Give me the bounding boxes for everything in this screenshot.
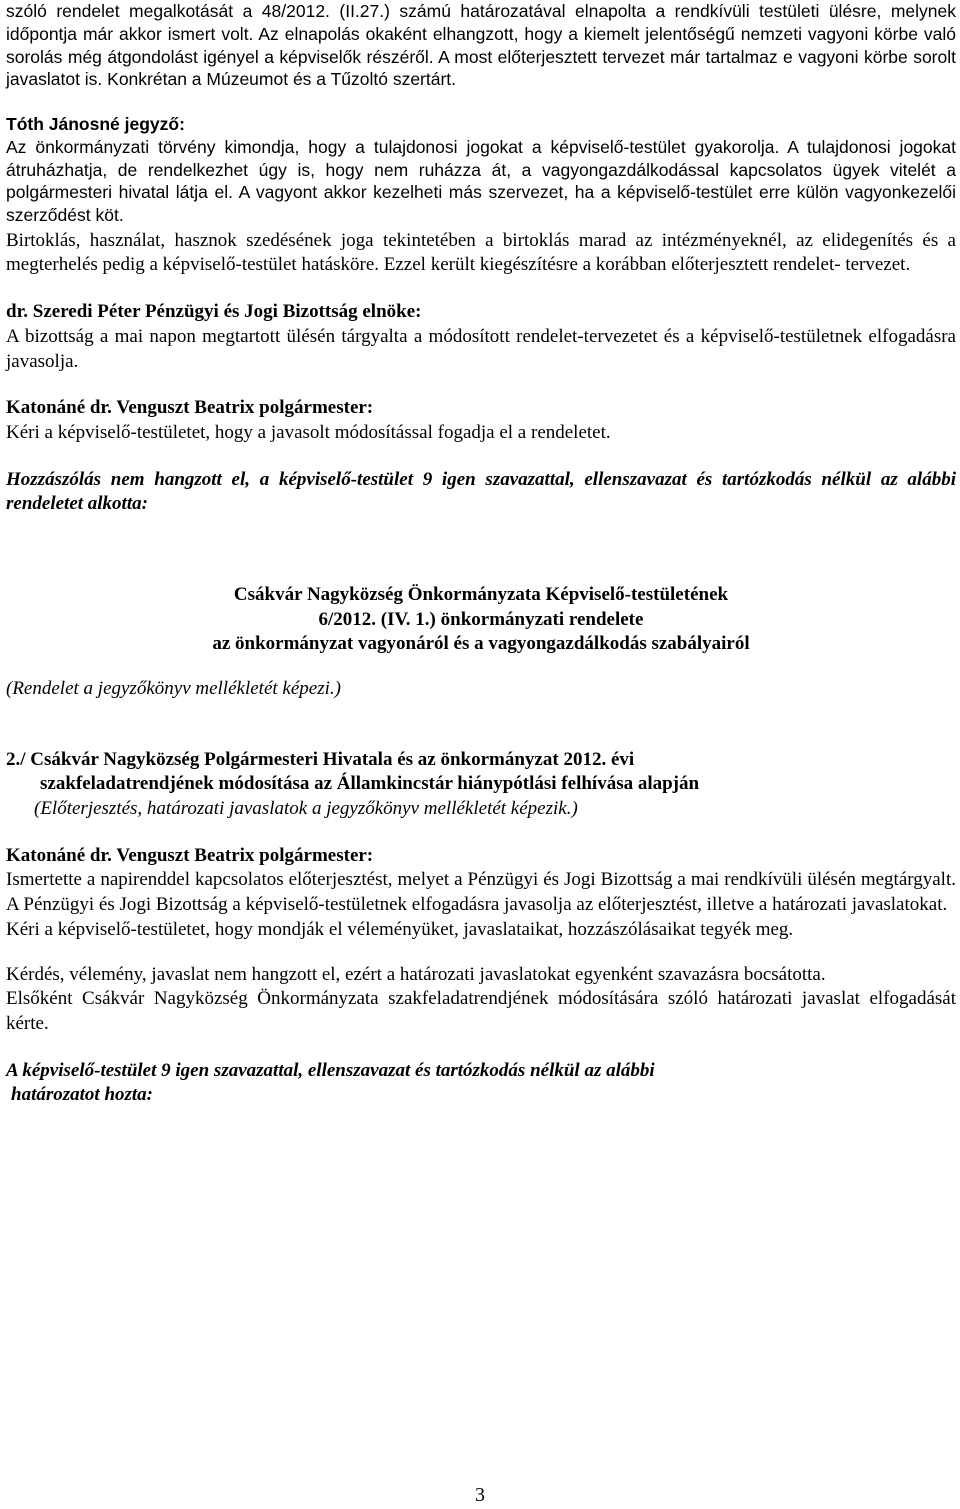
toth-paragraph-2: Birtoklás, használat, hasznok szedésének joga tekintetében a birtoklás marad az intézményeknél, az elidegenítés és a megterhelés pedig a képviselő-testület hatásköre. Ezzel került kiegészítésre a korábban előterjesztett rendelet- tervezet. (6, 229, 956, 276)
speaker-szeredi: dr. Szeredi Péter Pénzügyi és Jogi Bizottság elnöke: (6, 301, 422, 323)
document-page (6, 0, 956, 1108)
szeredi-paragraph: A bizottság a mai napon megtartott ülésén tárgyalta a módosított rendelet-tervezetet és a képviselő-testületnek elfogadásra javasolja. (6, 325, 956, 372)
speaker-mayor-1: Katonáné dr. Venguszt Beatrix polgármester: (6, 397, 374, 419)
mayor2-paragraph-4: Elsőként Csákvár Nagyközség Önkormányzata szakfeladatrendjének módosítására szóló határozati javaslat elfogadását kérte. (6, 988, 956, 1034)
ordinance-title-line-3: az önkormányzat vagyonáról és a vagyongazdálkodás szabályairól (212, 633, 750, 655)
ordinance-note: (Rendelet a jegyzőkönyv mellékletét képezi.) (6, 678, 341, 699)
agenda-item-2-line-1: 2./ Csákvár Nagyközség Polgármesteri Hivatala és az önkormányzat 2012. évi (6, 748, 635, 770)
decision-ordinance: Hozzászólás nem hangzott el, a képviselő-testület 9 igen szavazattal, ellenszavazat és tartózkodás nélkül az alábbi rendeletet alkotta: (6, 468, 956, 515)
mayor2-paragraph-2: Kéri a képviselő-testületet, hogy mondják el véleményüket, javaslataikat, hozzászólásaikat tegyék meg. (6, 918, 794, 940)
speaker-mayor-2: Katonáné dr. Venguszt Beatrix polgármester: (6, 844, 374, 866)
ordinance-title-line-1: Csákvár Nagyközség Önkormányzata Képviselő-testületének (233, 583, 729, 605)
mayor2-paragraph-3: Kérdés, vélemény, javaslat nem hangzott el, ezért a határozati javaslatokat egyenként szavazásra bocsátotta. (6, 963, 826, 985)
decision-resolution-line-2: határozatot hozta: (11, 1084, 154, 1106)
agenda-item-2-note: (Előterjesztés, határozati javaslatok a jegyzőkönyv mellékletét képezik.) (34, 798, 578, 820)
intro-paragraph: szóló rendelet megalkotását a 48/2012. (II.27.) számú határozatával elnapolta a rendkívüli testületi ülésre, melynek időpontja már akkor ismert volt. Az elnapolás okaként elhangzott, hogy a kiemelt jelentőségű nemzeti vagyoni körbe való sorolás még átgondolást igényel a képviselők részéről. A most előterjesztett tervezet már tartalmaz e vagyoni körbe sorolt javaslatot is. Konkrétan a Múzeumot és a Tűzoltó szertárt. (6, 1, 956, 90)
page-number: 3 (475, 1484, 485, 1506)
ordinance-title-line-2: 6/2012. (IV. 1.) önkormányzati rendelete (318, 608, 644, 630)
speaker-toth: Tóth Jánosné jegyző: (6, 114, 185, 134)
toth-paragraph-1: Az önkormányzati törvény kimondja, hogy a tulajdonosi jogokat a képviselő-testület gyakorolja. A tulajdonosi jogokat átruházhatja, de rendelkezhet úgy is, hogy nem ruházza át, a vagyongazdálkodással kapcsolatos ügyek vitelét a polgármesteri hivatal látja el. A vagyont akkor kezelheti más szervezet, ha a képviselő-testület erre külön vagyonkezelői szerződést köt. (6, 136, 956, 225)
agenda-item-2-line-2: szakfeladatrendjének módosítása az Államkincstár hiánypótlási felhívása alapján (40, 773, 700, 795)
decision-resolution-line-1: A képviselő-testület 9 igen szavazattal, ellenszavazat és tartózkodás nélkül az alábbi (6, 1059, 655, 1081)
mayor1-paragraph: Kéri a képviselő-testületet, hogy a javasolt módosítással fogadja el a rendeletet. (6, 421, 611, 443)
mayor2-paragraph-1: Ismertette a napirenddel kapcsolatos előterjesztést, melyet a Pénzügyi és Jogi Bizottság a mai rendkívüli ülésén megtárgyalt. A Pénzügyi és Jogi Bizottság a képviselő-testületnek elfogadásra javasolja az előterjesztést, illetve a határozati javaslatokat. (6, 869, 956, 916)
